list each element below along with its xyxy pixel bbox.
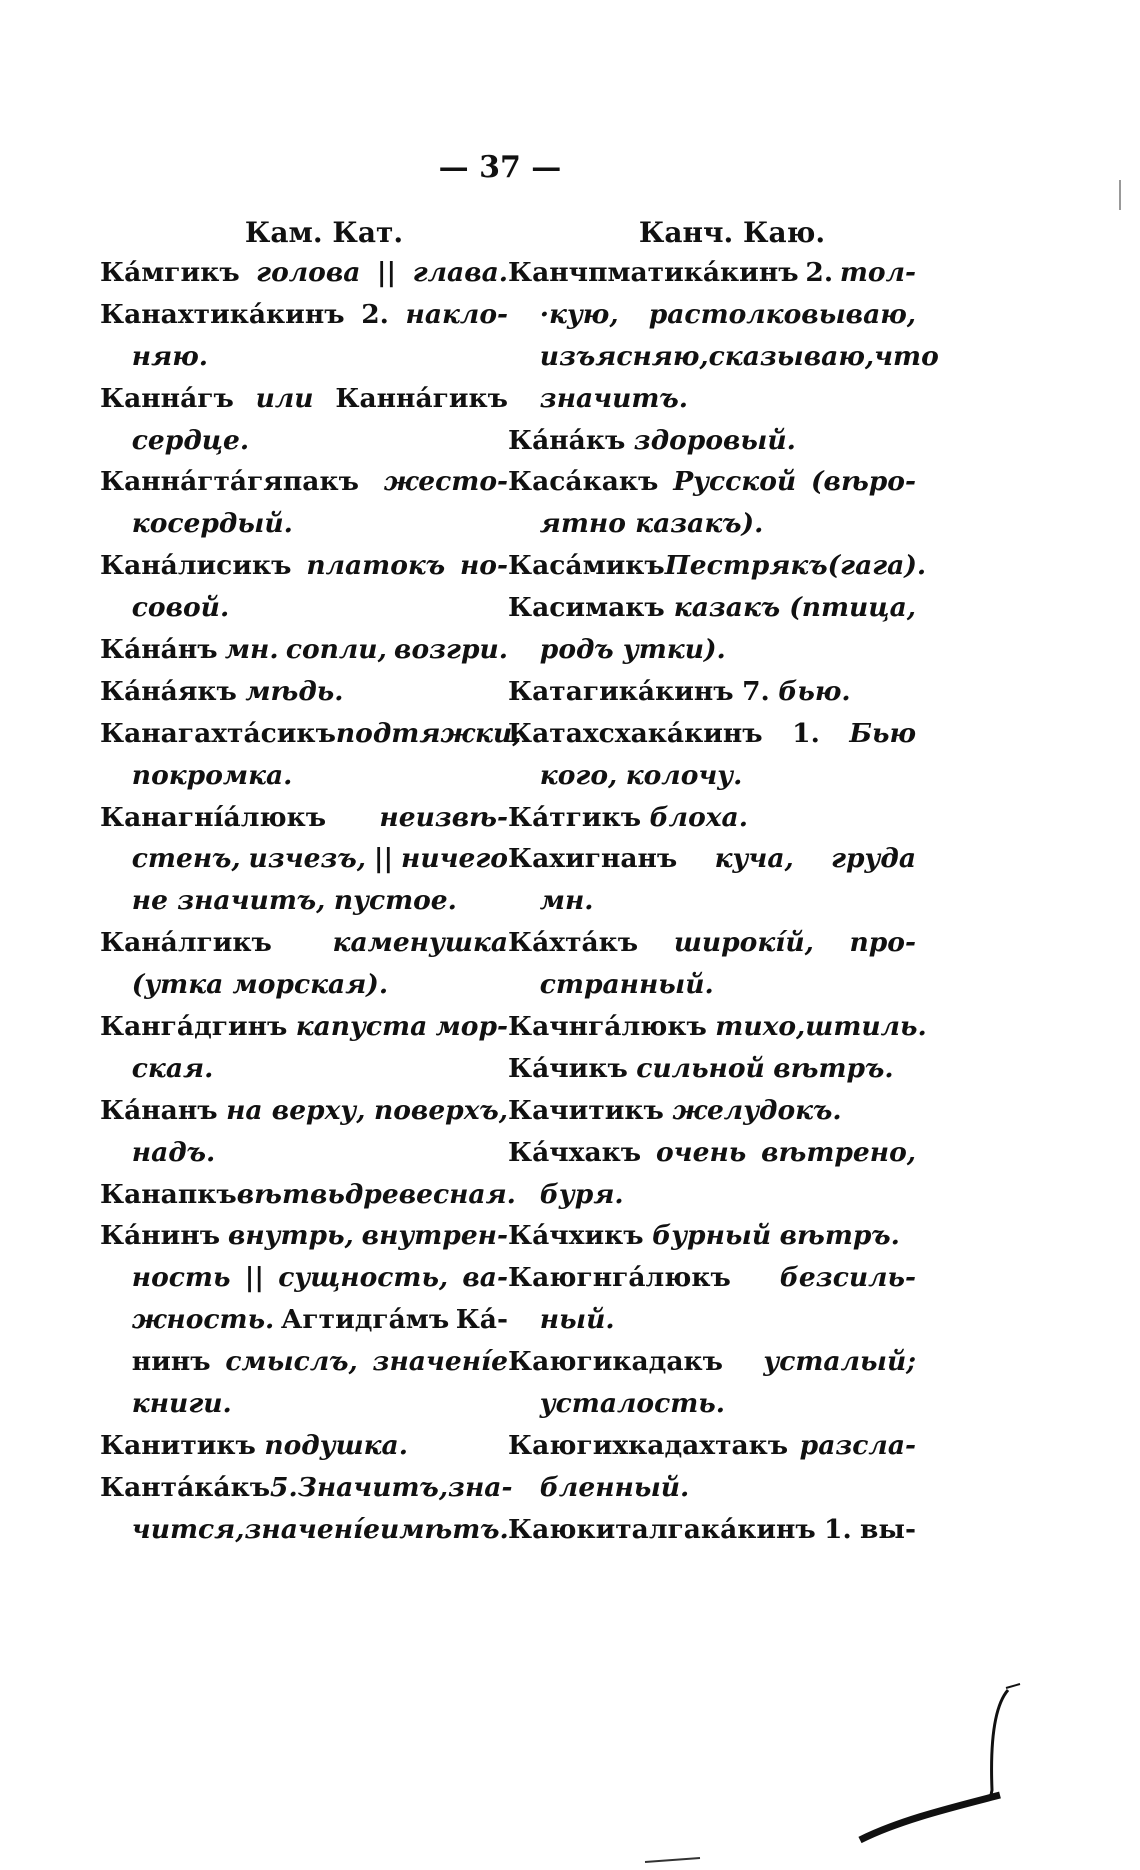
headword: Каннáгикъ [335,382,508,414]
definition: 5.Значитъ,зна- [270,1471,513,1503]
headword: Кáнáнъ [100,634,218,666]
headword: Каюгнгáлюкъ [508,1262,731,1294]
definition: жесто- [383,466,508,498]
headword: Касáкакъ [508,466,659,498]
definition: косердый. [131,508,293,540]
definition: ·кую, [539,298,619,330]
headword: Кáмгикъ [100,257,240,288]
definition: значенíе [372,1346,508,1378]
definition: каменушка [332,927,508,959]
definition: куча, [714,843,794,875]
headword: Каннáгъ [100,382,234,414]
definition: капуста [295,1011,428,1043]
definition: покромка. [131,759,293,791]
definition: изъясняю,сказываю,что [539,340,939,372]
definition: про- [849,927,916,959]
definition: кого, [539,759,618,791]
definition: казакъ [673,592,781,624]
definition: на верху, [226,1094,366,1126]
headword: Каннáгтáгяпакъ [100,466,359,498]
headword: вы- [860,1513,916,1545]
note: || [244,1262,264,1294]
definition: значитъ. [539,382,688,414]
ink-smudge [860,1795,1000,1840]
definition: внутрь, [227,1220,354,1252]
definition: Бью [849,717,916,749]
headword: Кангáдгинъ [100,1011,288,1043]
definition: бью. [778,675,851,707]
definition: ность [131,1262,231,1294]
headword: Кáчхикъ [508,1220,644,1252]
definition: вѣтръ. [773,1052,894,1084]
headword: Кáнáякъ [100,675,237,707]
definition: желудокъ. [672,1094,842,1126]
note: 2. [361,298,389,330]
definition: груда [831,843,916,875]
headword: Кантáкáкъ [100,1471,271,1503]
headword: Кáнинъ [100,1220,221,1252]
definition: колочу. [625,759,743,791]
definition: сопли, [285,634,387,666]
scan-line [645,1858,700,1862]
note: 1. [792,717,820,749]
definition: вѣтвь [236,1178,345,1210]
definition: внутрен- [361,1220,508,1252]
headword: Кáнáкъ [508,424,626,456]
definition: здоровый. [633,424,796,456]
note: || [373,843,394,875]
definition: бленный. [539,1471,690,1503]
definition: сущность, [278,1262,449,1294]
headword: Канагахтáсикъ [100,717,336,749]
note: 2. [805,257,834,288]
definition: ская. [131,1052,214,1084]
headword: Канагнíáлюкъ [100,801,327,833]
headword: Кáнанъ [100,1094,218,1126]
definition: платокъ [306,550,446,582]
headword: Касáмикъ [508,550,665,582]
definition: мн. [539,885,594,917]
definition: голова [256,257,361,288]
headword: Кáчикъ [508,1052,628,1084]
headword: Канапкъ [100,1178,237,1210]
definition: имѣтъ. [379,1513,509,1545]
definition: (птица, [789,592,916,624]
definition: возгри. [394,634,508,666]
headword: Качнгáлюкъ [508,1011,707,1043]
headword: Канчпматикáкинъ [508,257,799,288]
definition: книги. [131,1388,232,1420]
definition: глава. [412,257,508,288]
definition: широкíй, [673,927,814,959]
headword: Кáчхакъ [508,1136,642,1168]
headword: Кáхтáкъ [508,927,639,959]
definition: блоха. [649,801,748,833]
pen-mark [990,1690,1008,1800]
definition: неизвѣ- [379,801,508,833]
definition: ный. [539,1304,615,1336]
definition: сердце. [131,424,250,456]
definition: очень [655,1136,747,1168]
headword: Качитикъ [508,1094,664,1126]
headword: Канитикъ [100,1429,256,1461]
headword: Катахсхакáкинъ [508,717,763,749]
definition: изчезъ, [248,843,366,875]
definition: мор- [435,1011,508,1043]
definition: бурный [652,1220,772,1252]
definition: надъ. [131,1136,216,1168]
definition: вѣтрено, [761,1136,916,1168]
headword: Каюгихкадахтакъ [508,1429,789,1461]
definition: Пестрякъ [664,550,828,582]
definition: мѣдь. [245,675,344,707]
headword: Кá- [455,1304,508,1336]
definition: тихо,штиль. [715,1011,927,1043]
page-number: — 37 — [438,150,562,185]
definition: вѣтръ. [779,1220,900,1252]
definition: усталость. [539,1388,725,1420]
right-column-header: Канч. Каю. [638,216,826,249]
headword: Касимакъ [508,592,665,624]
definition: подушка. [264,1429,408,1461]
definition: безсиль- [779,1262,916,1294]
headword: Канахтикáкинъ [100,298,345,330]
definition: подтяжки, [335,717,522,749]
left-column-header: Кам. Кат. [244,216,404,249]
definition: поверхъ, [373,1094,508,1126]
definition: (утка морская). [131,969,389,1001]
definition: ятно казакъ). [539,508,764,540]
definition: усталый; [763,1346,916,1378]
headword: Кáтгикъ [508,801,642,833]
definition: стенъ, [131,843,241,875]
headword: Каюгикадакъ [508,1346,723,1378]
definition: (гага). [827,550,927,582]
headword: нинъ [131,1346,211,1378]
definition: Русской [673,466,797,498]
definition: но- [459,550,508,582]
definition: мн. [224,634,279,666]
definition: тол- [839,257,916,288]
definition: значенíе [244,1513,380,1545]
definition: странный. [539,969,714,1001]
definition: совой. [131,592,230,624]
definition: древесная. [344,1178,516,1210]
definition: не значитъ, [131,885,326,917]
definition: ва- [462,1262,508,1294]
definition: накло- [405,298,508,330]
note: || [376,257,397,288]
headword: Агтидгáмъ [280,1304,450,1336]
definition: буря. [539,1178,624,1210]
definition: растолковываю, [648,298,916,330]
definition: смыслъ, [225,1346,358,1378]
headword: Катагикáкинъ [508,675,734,707]
note: 1. [824,1513,852,1545]
note: 7. [742,675,770,707]
headword: Канáлгикъ [100,927,272,959]
headword: Канáлисикъ [100,550,292,582]
definition: разсла- [799,1429,916,1461]
definition: няю. [131,340,208,372]
pen-mark [1006,1684,1020,1688]
headword: Кахигнанъ [508,843,678,875]
definition: чится, [131,1513,245,1545]
definition: ничего [401,843,508,875]
headword: Каюкиталгакáкинъ [508,1513,816,1545]
definition: жность. [131,1304,275,1336]
definition: или [255,382,314,414]
definition: пустое. [333,885,457,917]
definition: сильной [636,1052,765,1084]
definition: (вѣро- [811,466,916,498]
definition: родъ утки). [539,634,726,666]
